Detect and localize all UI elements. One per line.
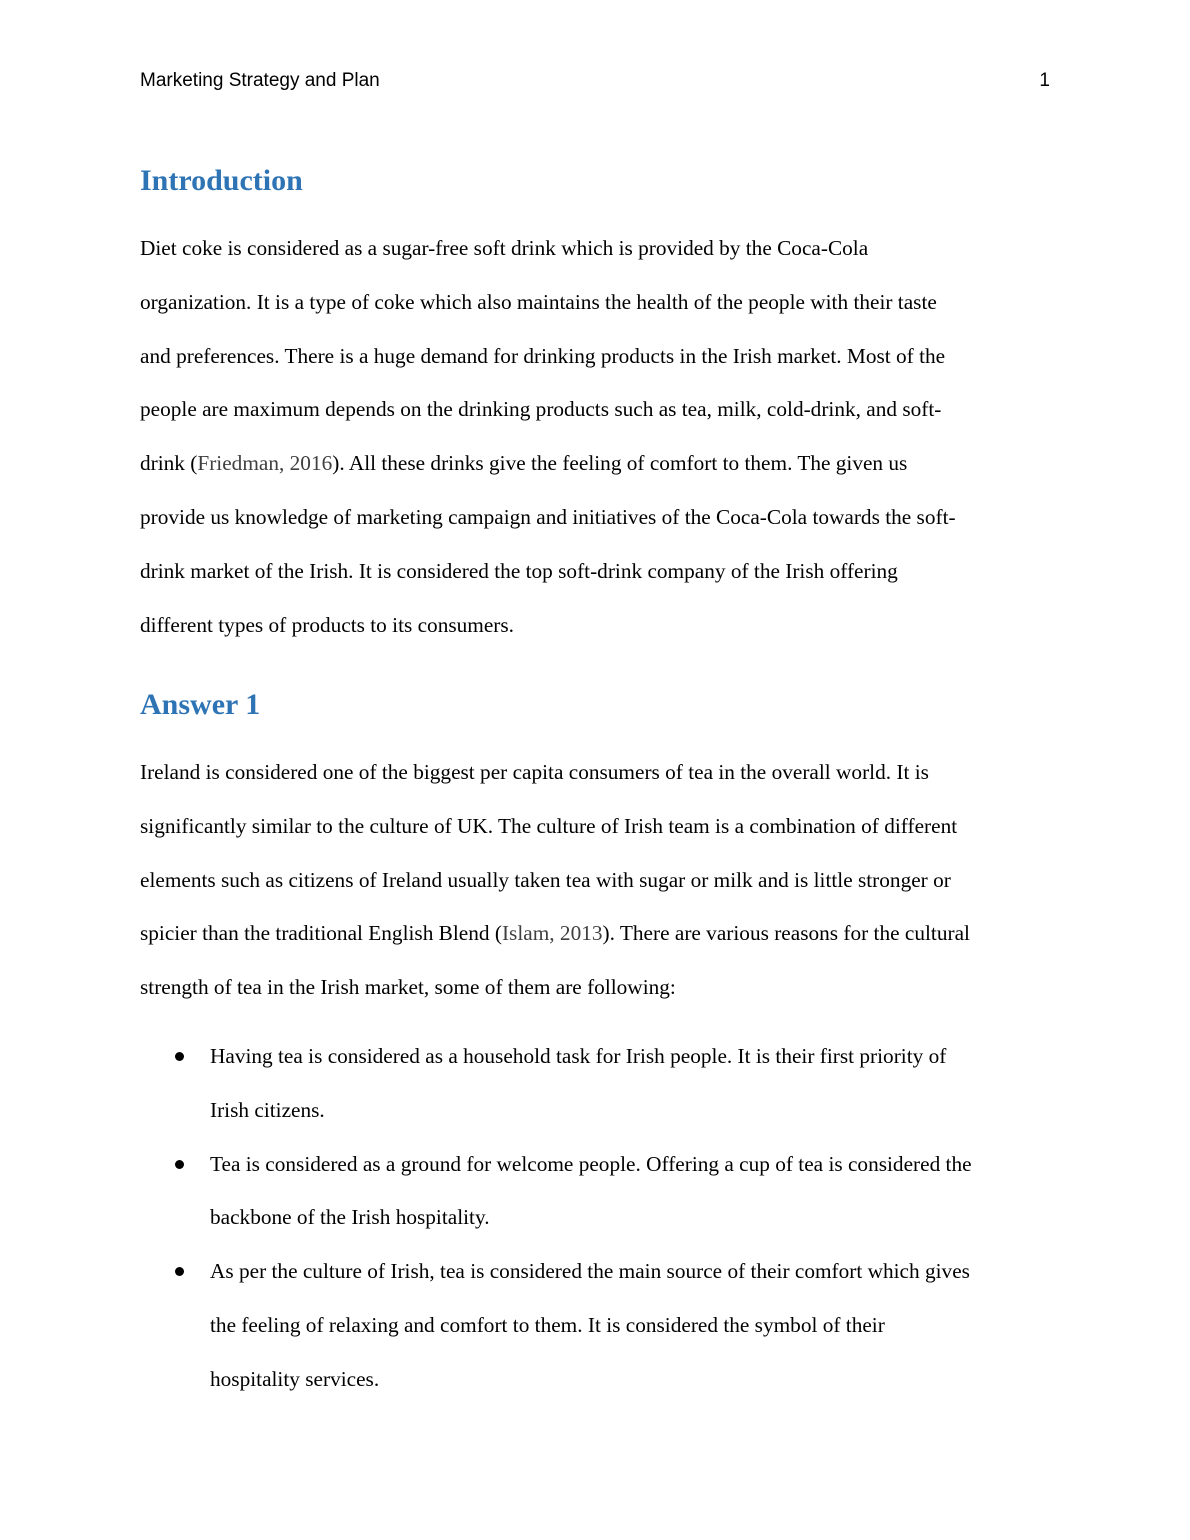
bullet-line: the feeling of relaxing and comfort to them. It is considered the symbol of their [210,1312,885,1337]
paragraph-line: different types of products to its consumers. [140,612,515,637]
page-header [140,70,1050,96]
section-heading-answer-1: Answer 1 [140,688,261,721]
section-heading-introduction: Introduction [140,164,303,197]
bullet-icon [175,1267,184,1276]
bullet-list [140,1042,1052,1419]
paragraph-line: strength of tea in the Irish market, some of them are following: [140,975,676,1000]
bullet-line: backbone of the Irish hospitality. [210,1205,490,1230]
paragraph-line: organization. It is a type of coke which also maintains the health of the people with their taste [140,289,937,314]
paragraph-line: provide us knowledge of marketing campaign and initiatives of the Coca-Cola towards the soft- [140,504,956,529]
list-item [140,1257,1052,1418]
paragraph-line: significantly similar to the culture of UK. The culture of Irish team is a combination of different [140,813,958,838]
citation: Islam, 2013 [501,921,603,946]
bullet-line: Irish citizens. [210,1097,325,1122]
paragraph-line: drink market of the Irish. It is considered the top soft-drink company of the Irish offering [140,558,898,583]
list-item [140,1150,1052,1258]
paragraph-line: and preferences. There is a huge demand for drinking products in the Irish market. Most of the [140,343,946,368]
citation: Friedman, 2016 [197,451,333,476]
paragraph-line: Diet coke is considered as a sugar-free soft drink which is provided by the Coca-Cola [140,236,869,260]
paragraph-line: elements such as citizens of Ireland usually taken tea with sugar or milk and is little stronger or [140,867,951,892]
bullet-line: As per the culture of Irish, tea is considered the main source of their comfort which gives [210,1259,970,1284]
bullet-line: hospitality services. [210,1366,380,1391]
page-number: 1 [1039,70,1050,91]
bullet-icon [175,1052,184,1061]
paragraph-line: drink (Friedman, 2016). All these drinks give the feeling of comfort to them. The given us [140,451,908,476]
paragraph-line: spicier than the traditional English Blend (Islam, 2013). There are various reasons for the cultural [140,921,970,946]
list-item [140,1042,1052,1150]
introduction-paragraph [140,234,1052,664]
paragraph-line: Ireland is considered one of the biggest per capita consumers of tea in the overall world. It is [140,760,929,784]
header-title: Marketing Strategy and Plan [140,70,380,91]
bullet-line: Having tea is considered as a household task for Irish people. It is their first priority of [210,1044,947,1068]
bullet-icon [175,1160,184,1169]
bullet-line: Tea is considered as a ground for welcome people. Offering a cup of tea is considered the [210,1151,972,1176]
answer-1-paragraph [140,758,1052,1027]
paragraph-line: people are maximum depends on the drinking products such as tea, milk, cold-drink, and soft- [140,397,942,422]
